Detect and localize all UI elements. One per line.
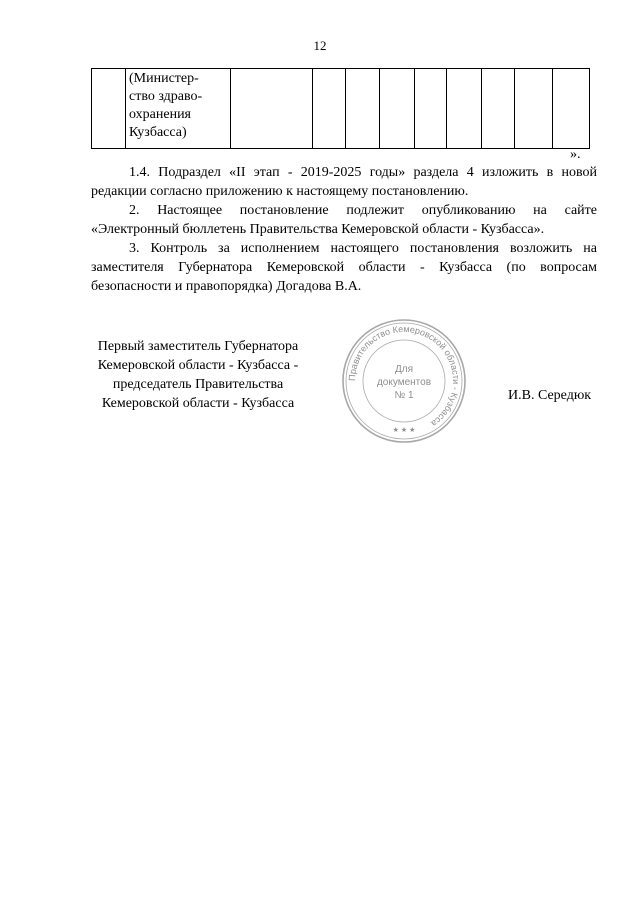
table-cell [482, 69, 515, 149]
paragraph-3: 3. Контроль за исполнением настоящего постановления возложить на заместителя Губернатора Кемеровской области - Кузбасса (по вопросам безопасности и правопорядка) Догадова В.А. [91, 241, 597, 294]
table-cell [447, 69, 482, 149]
body-text [91, 163, 597, 296]
table-cell [231, 69, 313, 149]
table-cell [92, 69, 126, 149]
table-cell [515, 69, 553, 149]
signer-position [88, 337, 308, 413]
seal-star-ornament: ★ ★ ★ [392, 427, 416, 434]
table-cell [346, 69, 380, 149]
table-cell [313, 69, 346, 149]
ministry-line: ство здраво- [129, 89, 203, 104]
table-cell [553, 69, 590, 149]
signer-position-line: председатель Правительства [112, 377, 284, 392]
signer-position-line: Первый заместитель Губернатора [97, 339, 299, 354]
signer-position-line: Кемеровской области - Кузбасса [101, 396, 295, 411]
ministry-line: Кузбасса) [129, 125, 187, 140]
signer-name: И.В. Середюк [508, 388, 592, 403]
signer-position-line: Кемеровской области - Кузбасса - [97, 358, 299, 373]
seal-center-line: Для [394, 364, 414, 375]
paragraph-1-4: 1.4. Подраздел «II этап - 2019-2025 годы» раздела 4 изложить в новой редакции согласно приложению к настоящему постановлению. [91, 165, 597, 199]
table-row [92, 69, 590, 149]
ministry-line: охранения [129, 107, 191, 122]
ministry-line: (Министер- [129, 71, 199, 86]
table-cell-ministry [126, 69, 231, 149]
seal-ring-text: Правительство Кемеровской области - Кузбасса [346, 323, 462, 429]
table-cell [415, 69, 447, 149]
paragraph-2: 2. Настоящее постановление подлежит опубликованию на сайте «Электронный бюллетень Правительства Кемеровской области - Кузбасса». [91, 203, 597, 237]
table-cell [380, 69, 415, 149]
seal-center-line: № 1 [394, 390, 414, 401]
seal-center-line: документов [376, 377, 432, 388]
closing-quote: ». [570, 147, 581, 162]
page-number: 12 [313, 38, 327, 53]
continued-table [91, 68, 590, 149]
official-seal [341, 318, 467, 444]
